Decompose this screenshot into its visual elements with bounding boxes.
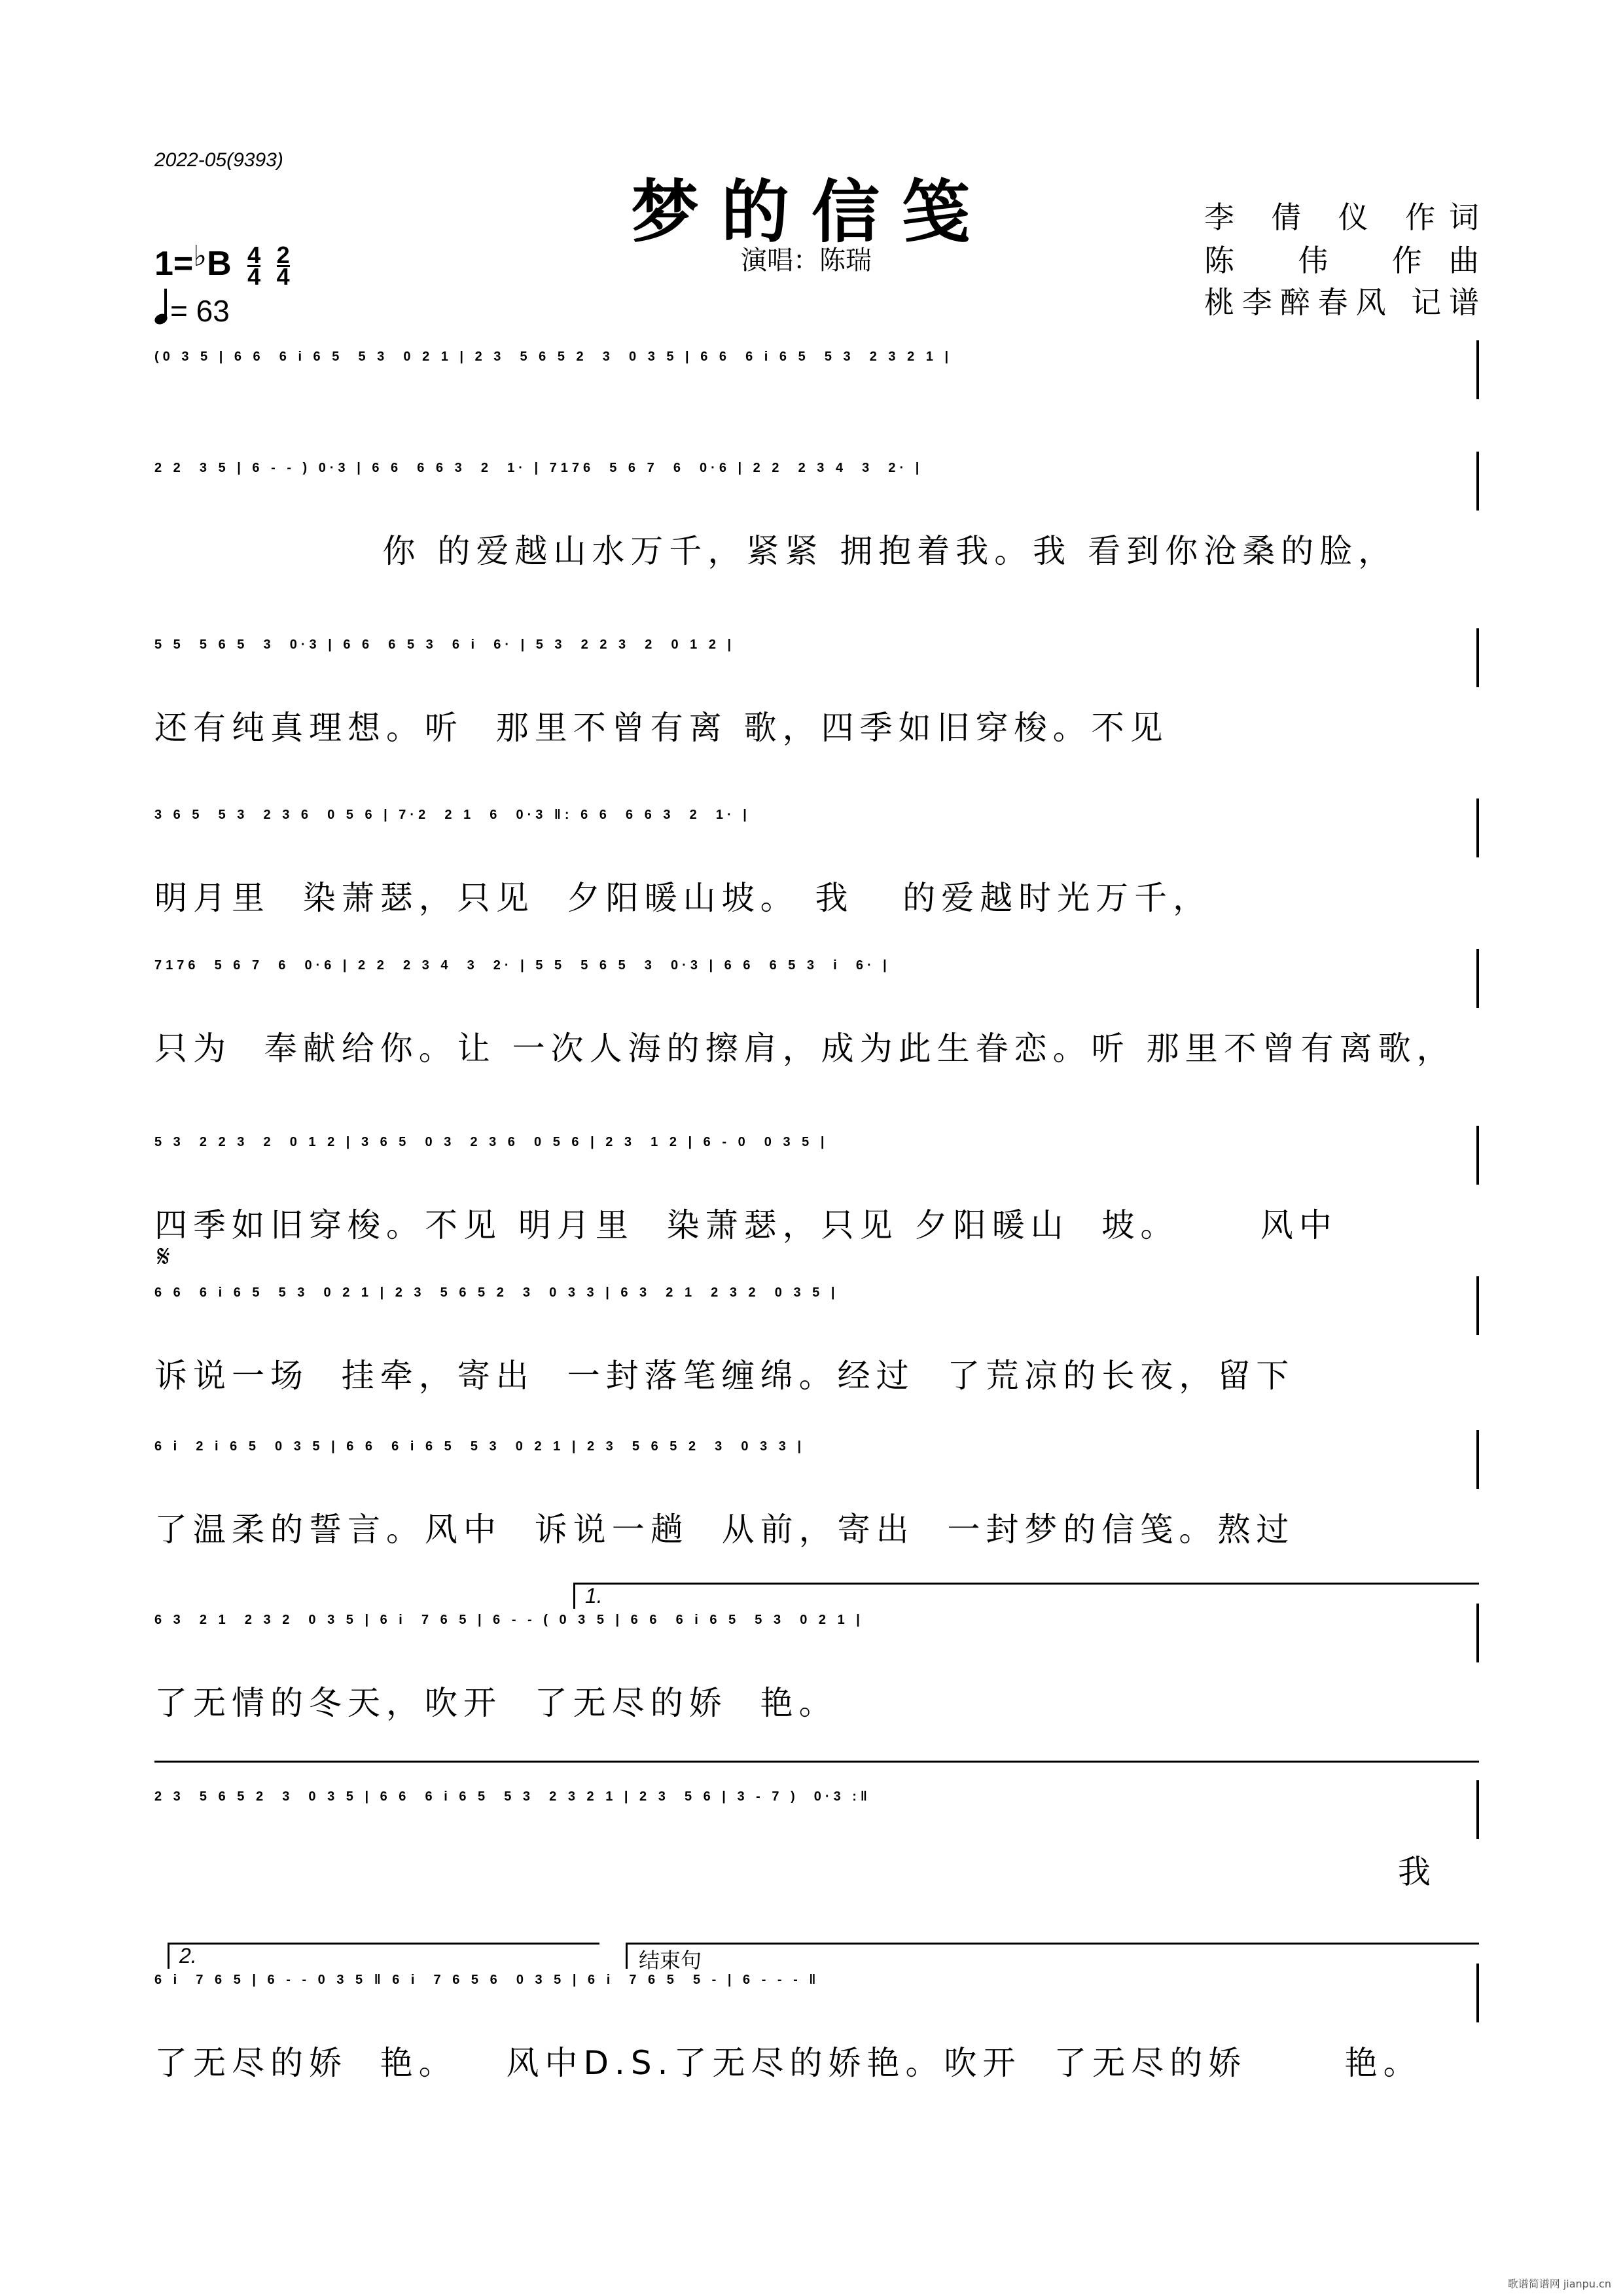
quarter-note-stem — [164, 289, 167, 316]
singer-credit: 演唱：陈瑞 — [741, 245, 872, 276]
melody-line: 2 2 3 5 | 6 - - ) 0·3 | 6 6 6 6 3 2 1· | 7176 5 6 7 6 0·6 | 2 2 2 3 4 3 2· | — [154, 461, 923, 475]
barline — [1476, 1276, 1479, 1335]
time-signature-2-4: $\frac{2}{4}$ — [276, 241, 290, 290]
barline — [1476, 452, 1479, 511]
flat-sign: ♭ — [193, 240, 207, 272]
barline — [1476, 949, 1479, 1008]
melody-line: 5 3 2 2 3 2 0 1 2 | 3 6 5 0 3 2 3 6 0 5 6 | 2 3 1 2 | 6 - 0 0 3 5 | — [154, 1135, 829, 1149]
page-title: 梦的信笺 — [630, 171, 992, 252]
melody-line: 7176 5 6 7 6 0·6 | 2 2 2 3 4 3 2· | 5 5 5 6 5 3 0·3 | 6 6 6 5 3 i 6· | — [154, 958, 891, 973]
lyricist-credit: 李 倩 仪 作词 — [1204, 200, 1479, 235]
volta-number: 2. — [179, 1944, 197, 1967]
tempo-value: = 63 — [170, 294, 230, 328]
barline — [1476, 1964, 1479, 2022]
transcriber-credit: 桃李醉春风 记谱 — [1204, 285, 1479, 320]
melody-line: 6 i 2 i 6 5 0 3 5 | 6 6 6 i 6 5 5 3 0 2 1 | 2 3 5 6 5 2 3 0 3 3 | — [154, 1439, 806, 1454]
lyric-line: 了温柔的誓言。风中 诉说一趟 从前，寄出 一封梦的信笺。熬过 — [154, 1511, 1295, 1549]
lyric-line: 明月里 染萧瑟，只见 夕阳暖山坡。 我 的爱越时光万千， — [154, 879, 1212, 917]
lyric-line: 只为 奉献给你。让 一次人海的擦肩，成为此生眷恋。听 那里不曾有离歌， — [154, 1030, 1455, 1067]
barline — [1476, 1430, 1479, 1489]
melody-line: 6 3 2 1 2 3 2 0 3 5 | 6 i 7 6 5 | 6 - - ( 0 3 5 | 6 6 6 i 6 5 5 3 0 2 1 | — [154, 1613, 864, 1627]
lyric-line: 你 的爱越山水万千，紧紧 拥抱着我。我 看到你沧桑的脸， — [154, 532, 1397, 570]
key-prefix: 1= — [154, 245, 194, 283]
lyric-line: 还有纯真理想。听 那里不曾有离 歌，四季如旧穿梭。不见 — [154, 709, 1169, 747]
tempo-marking — [154, 293, 230, 329]
time-signature-4-4: $\frac{4}{4}$ — [247, 241, 261, 290]
barline — [1476, 1780, 1479, 1839]
ending-label: 结束句 — [639, 1948, 702, 1973]
lyric-line: 诉说一场 挂牵，寄出 一封落笔缠绵。经过 了荒凉的长夜，留下 — [154, 1357, 1295, 1395]
lyric-line: 我 — [1398, 1853, 1436, 1891]
lyric-line: 四季如旧穿梭。不见 明月里 染萧瑟，只见 夕阳暖山 坡。 风中 — [154, 1206, 1338, 1244]
ending-bracket — [626, 1943, 1479, 1945]
composer-credit: 陈 伟 作曲 — [1204, 243, 1479, 278]
barline — [1476, 628, 1479, 687]
melody-line: (0 3 5 | 6 6 6 i 6 5 5 3 0 2 1 | 2 3 5 6 5 2 3 0 3 5 | 6 6 6 i 6 5 5 3 2 3 2 1 | — [154, 350, 953, 364]
volta-number: 1. — [585, 1584, 603, 1607]
volta-bracket-continuation — [154, 1761, 1479, 1763]
score-code: 2022-05(9393) — [154, 149, 283, 171]
melody-line: 5 5 5 6 5 3 0·3 | 6 6 6 5 3 6 i 6· | 5 3 2 2 3 2 0 1 2 | — [154, 637, 736, 652]
ending-bracket-edge — [626, 1943, 628, 1969]
barline — [1476, 340, 1479, 399]
volta-bracket — [168, 1943, 599, 1945]
segno-icon: 𝄋 — [157, 1239, 170, 1273]
barline — [1476, 1604, 1479, 1662]
key-note: B — [207, 245, 232, 283]
melody-line: 6 6 6 i 6 5 5 3 0 2 1 | 2 3 5 6 5 2 3 0 3 3 | 6 3 2 1 2 3 2 0 3 5 | — [154, 1285, 839, 1300]
barline — [1476, 798, 1479, 857]
volta-bracket — [573, 1583, 1479, 1585]
footer-watermark: 歌谱简谱网 jianpu.cn — [1507, 2278, 1611, 2290]
volta-bracket-edge — [573, 1583, 575, 1609]
volta-bracket-edge — [168, 1943, 169, 1969]
barline — [1476, 1126, 1479, 1185]
melody-line: 3 6 5 5 3 2 3 6 0 5 6 | 7·2 2 1 6 0·3 ‖: 6 6 6 6 3 2 1· | — [154, 808, 751, 822]
melody-line: 6 i 7 6 5 | 6 - - 0 3 5 ‖ 6 i 7 6 5 6 0 3 5 | 6 i 7 6 5 5 - | 6 - - - ‖ — [154, 1973, 820, 1987]
key-signature — [154, 240, 290, 290]
lyric-line: 了无尽的娇 艳。 风中D.S.了无尽的娇艳。吹开 了无尽的娇 艳。 — [154, 2044, 1422, 2082]
lyric-line: 了无情的冬天，吹开 了无尽的娇 艳。 — [154, 1684, 838, 1722]
melody-line: 2 3 5 6 5 2 3 0 3 5 | 6 6 6 i 6 5 5 3 2 3 2 1 | 2 3 5 6 | 3 - 7 ) 0·3 :‖ — [154, 1789, 871, 1804]
